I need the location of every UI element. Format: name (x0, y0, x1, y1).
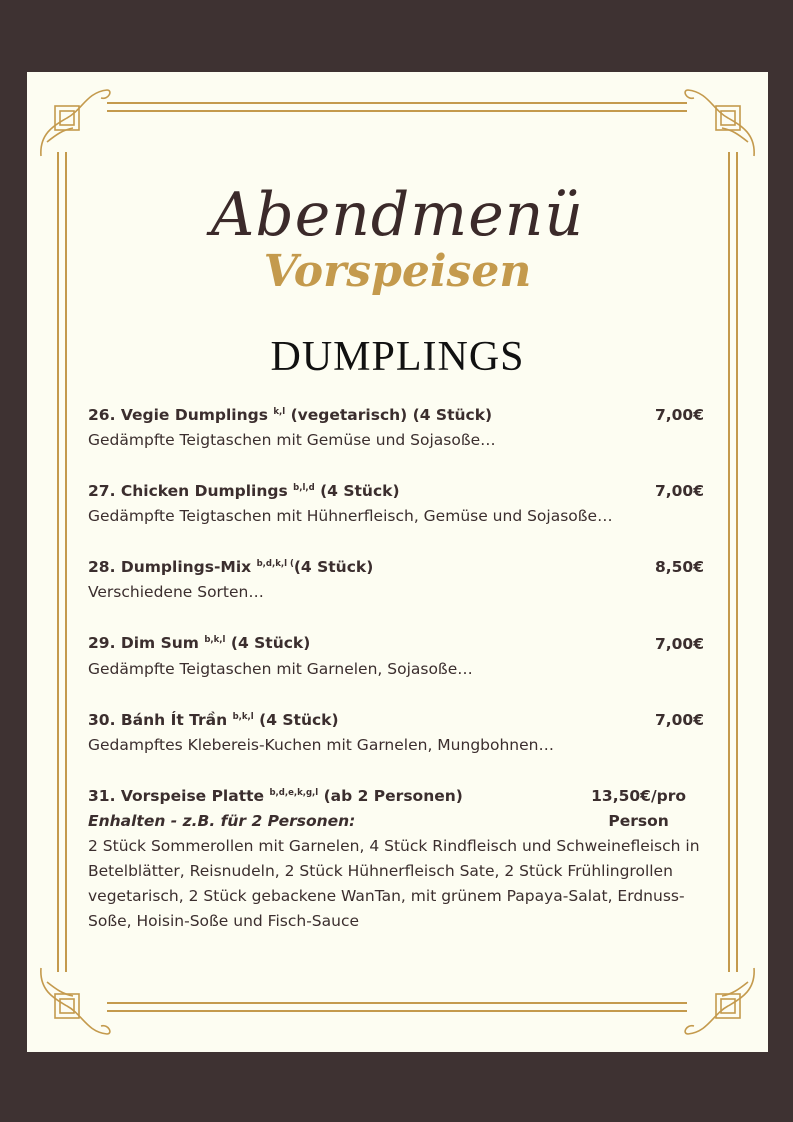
item-description: 2 Stück Sommerollen mit Garnelen, 4 Stück Rindfleisch und Schweinefleisch in Betelblätter, Reisnudeln, 2 Stück Hühnerfleisch Sate, 2 Stück Frühlingrollen vegetarisch, 2 Stück gebackene WanTan, mit grünem Papaya-Salat, Erdnuss-Soße, Hoisin-Soße und Fisch-Sauce (88, 836, 700, 930)
menu-item-list (88, 400, 704, 957)
item-price: 7,00€ (654, 710, 704, 729)
corner-ornament-top-right (685, 90, 754, 156)
item-name-line (88, 705, 339, 733)
menu-item (88, 705, 704, 758)
platter-subheading: Enhalten - z.B. für 2 Personen: (88, 811, 356, 830)
item-extra: (vegetarisch) (4 Stück) (290, 406, 493, 425)
item-price: 7,00€ (654, 634, 704, 653)
item-description: Gedämpfte Teigtaschen mit Hühnerfleisch, Gemüse und Sojasoße… (88, 507, 613, 526)
item-allergens: b,d,e,k,g,l (269, 787, 319, 798)
item-description: Verschiedene Sorten… (88, 583, 264, 602)
item-allergens: b,k,l (204, 635, 226, 646)
item-extra: (4 Stück) (259, 710, 339, 729)
corner-ornament-bottom-right (685, 968, 754, 1034)
menu-item (88, 400, 704, 453)
corner-ornament-top-left (41, 90, 110, 156)
item-name: 31. Vorspeise Platte (88, 786, 265, 805)
price-line-1: 13,50€/pro (591, 786, 686, 805)
item-description: Gedämpfte Teigtaschen mit Garnelen, Sojasoße… (88, 659, 473, 678)
item-name-line (88, 476, 400, 504)
item-description: Gedämpfte Teigtaschen mit Gemüse und Sojasoße… (88, 431, 496, 450)
item-allergens: b,k,l (232, 711, 254, 722)
item-price: 7,00€ (654, 482, 704, 501)
menu-item (88, 476, 704, 529)
menu-page (27, 72, 768, 1052)
item-name: 30. Bánh Ít Trần (88, 710, 228, 729)
item-name-line (88, 628, 310, 656)
item-price (591, 784, 686, 834)
menu-item (88, 628, 704, 681)
corner-ornament-bottom-left (41, 968, 110, 1034)
item-allergens: k,l (273, 407, 286, 417)
item-name: 27. Chicken Dumplings (88, 482, 288, 501)
item-name: 28. Dumplings-Mix (88, 558, 252, 577)
menu-item-platter (88, 781, 704, 934)
item-name: 29. Dim Sum (88, 634, 199, 653)
item-name-line (88, 400, 492, 428)
item-price: 8,50€ (654, 558, 704, 577)
item-allergens: b,l,d (293, 483, 315, 494)
menu-title: Abendmenü (211, 180, 584, 250)
item-extra: (ab 2 Personen) (323, 786, 463, 805)
menu-item (88, 552, 704, 605)
item-extra: (4 Stück) (320, 482, 400, 501)
item-description: Gedampftes Klebereis-Kuchen mit Garnelen, Mungbohnen… (88, 735, 554, 754)
item-name: 26. Vegie Dumplings (88, 406, 268, 425)
item-price: 7,00€ (654, 406, 704, 425)
price-line-2: Person (608, 811, 669, 830)
item-extra: (4 Stück) (230, 634, 311, 653)
item-allergens: b,d,k,l ( (256, 559, 294, 570)
item-extra: (4 Stück) (293, 558, 374, 577)
section-title: DUMPLINGS (270, 334, 525, 380)
menu-subtitle: Vorspeisen (263, 246, 532, 297)
item-name-line (88, 781, 463, 809)
item-name-line (88, 552, 373, 580)
